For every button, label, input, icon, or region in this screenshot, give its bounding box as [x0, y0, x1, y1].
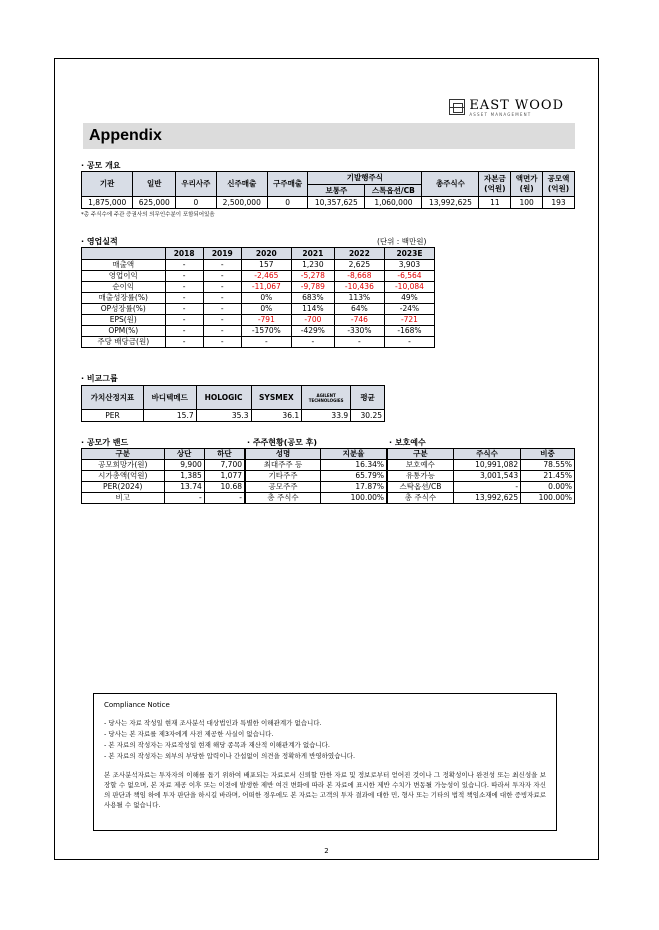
table-cell: -: [203, 271, 241, 282]
row-label: OP성장률(%): [82, 304, 166, 315]
table-cell: -: [203, 337, 241, 348]
table-cell: 15.7: [143, 410, 196, 422]
table-cell: -10,436: [334, 282, 384, 293]
ipo-header: 기관: [82, 172, 133, 197]
table-row: [82, 460, 245, 471]
compliance-paragraph: 본 조사분석자료는 투자자의 이해를 돕기 위하여 배포되는 자료로서 신뢰할 만한 자료 및 정보로부터 얻어진 것이나 그 정확성이나 완전성 또는 최신성을 보장할 수 없으며, 본 자료 제공 이후 또는 이전에 발생한 제반 여건 변화에 따라 본 자료에 표시한 제반 수치가 변동될 가능성이 있습니다. 따라서 투자자 자신의 판단과 책임 하에 투자 판단을 하시길 바라며, 어떠한 경우에도 본 자료는 고객의 투자 결과에 대한 민, 형사 또는 기타의 법적 책임소재에 대한 증빙자료로 사용될 수 없습니다.: [104, 771, 546, 809]
table-cell: 100: [511, 197, 543, 209]
table-cell: 스탁옵션/CB: [388, 482, 454, 493]
table-cell: 2,500,000: [216, 197, 267, 209]
table-cell: -1570%: [241, 326, 291, 337]
ipo-header: 구주매출: [267, 172, 307, 197]
row-label: EPS(원): [82, 315, 166, 326]
table-row: [82, 197, 575, 209]
table-cell: -: [203, 282, 241, 293]
table-cell: -: [203, 304, 241, 315]
table-cell: 193: [543, 197, 575, 209]
table-cell: -: [165, 304, 203, 315]
ipo-table: [81, 171, 575, 209]
row-label: 매출액: [82, 260, 166, 271]
table-cell: -: [165, 282, 203, 293]
table-cell: -700: [291, 315, 334, 326]
table-cell: -10,084: [384, 282, 434, 293]
table-cell: -: [165, 337, 203, 348]
table-cell: PER(2024): [82, 482, 165, 493]
perf-header: 2018: [165, 248, 203, 260]
table-cell: -: [203, 260, 241, 271]
row-label: OPM(%): [82, 326, 166, 337]
table-row: [246, 471, 387, 482]
price-band-table: [81, 448, 245, 504]
table-header: 성명: [246, 449, 321, 460]
table-header: 주식수: [453, 449, 520, 460]
table-cell: 114%: [291, 304, 334, 315]
table-cell: 기타주주: [246, 471, 321, 482]
table-header: 지분율: [321, 449, 387, 460]
table-row: [82, 260, 435, 271]
table-cell: -: [453, 482, 520, 493]
table-cell: -: [165, 293, 203, 304]
table-cell: 625,000: [133, 197, 176, 209]
ipo-header: 보통주: [308, 185, 365, 197]
table-cell: 113%: [334, 293, 384, 304]
ipo-heading: · 공모 개요: [81, 161, 121, 170]
peer-header: SYSMEX: [251, 386, 302, 410]
logo-mark-icon: [449, 99, 465, 115]
compliance-title: Compliance Notice: [104, 701, 170, 709]
table-cell: -8,668: [334, 271, 384, 282]
table-cell: 100.00%: [321, 493, 387, 504]
perf-header: 2023E: [384, 248, 434, 260]
band-heading: · 공모가 밴드: [81, 438, 129, 447]
table-cell: 13.74: [164, 482, 204, 493]
table-cell: -: [204, 493, 244, 504]
table-cell: 36.1: [251, 410, 302, 422]
table-cell: 시가총액(억원): [82, 471, 165, 482]
table-cell: -2,465: [241, 271, 291, 282]
table-cell: 0%: [241, 293, 291, 304]
report-page: [54, 58, 599, 860]
table-cell: 33.9: [302, 410, 351, 422]
perf-header: 2022: [334, 248, 384, 260]
ipo-header: [543, 172, 575, 197]
table-cell: 683%: [291, 293, 334, 304]
table-row: [82, 482, 245, 493]
ipo-header: [479, 172, 511, 197]
peer-header: AGILENT TECHNOLOGIES: [302, 386, 351, 410]
ipo-header-line: (원): [519, 184, 534, 193]
perf-heading: · 영업실적: [81, 237, 118, 246]
table-cell: 13,992,625: [453, 493, 520, 504]
table-cell: -746: [334, 315, 384, 326]
table-row: [82, 282, 435, 293]
table-cell: 비고: [82, 493, 165, 504]
perf-header: 2021: [291, 248, 334, 260]
table-cell: -330%: [334, 326, 384, 337]
table-row: [82, 337, 435, 348]
ipo-header: 기발행주식: [308, 172, 422, 185]
row-label: 주당 배당금(원): [82, 337, 166, 348]
table-cell: 총 주식수: [246, 493, 321, 504]
table-cell: -: [165, 271, 203, 282]
peer-heading: · 비교그룹: [81, 374, 118, 383]
table-row: [388, 471, 575, 482]
table-row: [82, 271, 435, 282]
table-row: [82, 315, 435, 326]
peer-header: HOLOGIC: [196, 386, 251, 410]
table-cell: -: [165, 315, 203, 326]
table-cell: 공모희망가(원): [82, 460, 165, 471]
ipo-header: 우리사주: [176, 172, 216, 197]
page-title: Appendix: [89, 127, 162, 144]
ipo-header-line: (억원): [547, 184, 570, 193]
table-cell: 공모주주: [246, 482, 321, 493]
table-cell: 1,077: [204, 471, 244, 482]
peer-header: 가치산정지표: [82, 386, 144, 410]
table-cell: -: [203, 293, 241, 304]
row-label: 영업이익: [82, 271, 166, 282]
table-cell: 3,001,543: [453, 471, 520, 482]
compliance-item: - 당사는 본 자료를 제3자에게 사전 제공한 사실이 없습니다.: [104, 730, 274, 738]
ipo-header: 총주식수: [422, 172, 479, 197]
table-cell: 10,357,625: [308, 197, 365, 209]
table-cell: 78.55%: [521, 460, 575, 471]
compliance-notice: [93, 693, 557, 831]
table-row: [388, 460, 575, 471]
table-cell: 16.34%: [321, 460, 387, 471]
peer-table: [81, 385, 385, 422]
logo-sub: ASSET MANAGEMENT: [469, 112, 532, 117]
table-cell: 21.45%: [521, 471, 575, 482]
lockup-table: [387, 448, 575, 504]
ipo-header-line: 자본금: [483, 174, 506, 183]
table-header: 구분: [388, 449, 454, 460]
table-cell: 13,992,625: [422, 197, 479, 209]
perf-unit: (단위 : 백만원): [377, 237, 427, 246]
performance-table: [81, 247, 435, 348]
ipo-header: 스톡옵션/CB: [365, 185, 422, 197]
ipo-header: 신주매출: [216, 172, 267, 197]
table-row: [246, 482, 387, 493]
table-cell: -: [165, 326, 203, 337]
peer-header: 바디텍메드: [143, 386, 196, 410]
table-cell: -: [203, 315, 241, 326]
table-cell: 0.00%: [521, 482, 575, 493]
table-row: [82, 493, 245, 504]
row-label: 순이익: [82, 282, 166, 293]
table-cell: -721: [384, 315, 434, 326]
table-cell: -791: [241, 315, 291, 326]
compliance-item: - 본 자료의 작성자는 외부의 부당한 압력이나 간섭없이 의견을 정확하게 반영하였습니다.: [104, 752, 356, 760]
table-cell: -11,067: [241, 282, 291, 293]
perf-header: 2019: [203, 248, 241, 260]
ipo-header: [511, 172, 543, 197]
table-cell: 총 주식수: [388, 493, 454, 504]
table-cell: PER: [82, 410, 144, 422]
table-cell: 0%: [241, 304, 291, 315]
table-cell: -: [291, 337, 334, 348]
perf-header: 2020: [241, 248, 291, 260]
table-header: 상단: [164, 449, 204, 460]
table-cell: -: [203, 326, 241, 337]
table-cell: -5,278: [291, 271, 334, 282]
compliance-item: - 본 자료의 작성자는 자료작성일 현재 해당 종목과 재산적 이해관계가 없습니다.: [104, 741, 331, 749]
shareholders-table: [245, 448, 387, 504]
table-cell: 7,700: [204, 460, 244, 471]
peer-header: 평균: [351, 386, 385, 410]
table-cell: 유통가능: [388, 471, 454, 482]
table-cell: 최대주주 등: [246, 460, 321, 471]
table-cell: 보호예수: [388, 460, 454, 471]
table-cell: -: [384, 337, 434, 348]
table-cell: -: [165, 260, 203, 271]
table-cell: -: [334, 337, 384, 348]
table-cell: 65.79%: [321, 471, 387, 482]
perf-header: [82, 248, 166, 260]
table-cell: 3,903: [384, 260, 434, 271]
holders-heading: · 주주현황(공모 후): [247, 438, 318, 447]
ipo-header-line: 액면가: [515, 174, 538, 183]
table-row: [82, 293, 435, 304]
table-cell: 64%: [334, 304, 384, 315]
ipo-note: *총 주식수에 주관 증권사의 의무인수분이 포함되어있음: [81, 212, 215, 218]
page-number: 2: [324, 847, 329, 855]
table-cell: 157: [241, 260, 291, 271]
table-row: [82, 304, 435, 315]
header-row: [246, 449, 387, 460]
table-row: [388, 493, 575, 504]
table-cell: 10.68: [204, 482, 244, 493]
table-row: [82, 471, 245, 482]
table-header: 구분: [82, 449, 165, 460]
table-cell: 1,060,000: [365, 197, 422, 209]
ipo-header-line: (억원): [484, 184, 506, 193]
table-cell: -429%: [291, 326, 334, 337]
lockup-heading: · 보호예수: [389, 438, 426, 447]
table-cell: -: [164, 493, 204, 504]
table-cell: 35.3: [196, 410, 251, 422]
table-cell: -6,564: [384, 271, 434, 282]
row-label: 매출성장률(%): [82, 293, 166, 304]
table-cell: 9,900: [164, 460, 204, 471]
table-header: 하단: [204, 449, 244, 460]
company-logo: [449, 99, 564, 118]
table-cell: 17.87%: [321, 482, 387, 493]
compliance-item: - 당사는 자료 작성일 현재 조사분석 대상법인과 특별한 이해관계가 없습니다.: [104, 719, 322, 727]
table-cell: -168%: [384, 326, 434, 337]
table-row: [82, 326, 435, 337]
header-row: [388, 449, 575, 460]
ipo-header: 일반: [133, 172, 176, 197]
table-cell: -9,789: [291, 282, 334, 293]
ipo-header-line: 공모액: [547, 174, 570, 183]
table-cell: -: [241, 337, 291, 348]
table-cell: 10,991,082: [453, 460, 520, 471]
header-row: [82, 449, 245, 460]
table-cell: 0: [267, 197, 307, 209]
table-cell: 0: [176, 197, 216, 209]
table-header: 비중: [521, 449, 575, 460]
table-cell: 1,385: [164, 471, 204, 482]
logo-name: EAST WOOD: [469, 98, 564, 113]
table-row: [246, 460, 387, 471]
table-cell: -24%: [384, 304, 434, 315]
table-cell: 1,230: [291, 260, 334, 271]
table-row: [388, 482, 575, 493]
table-row: [82, 410, 385, 422]
table-cell: 100.00%: [521, 493, 575, 504]
table-row: [246, 493, 387, 504]
header-row: [82, 248, 435, 260]
table-cell: 2,625: [334, 260, 384, 271]
title-band: [83, 123, 575, 149]
table-cell: 30.25: [351, 410, 385, 422]
table-cell: 1,875,000: [82, 197, 133, 209]
table-cell: 49%: [384, 293, 434, 304]
table-cell: 11: [479, 197, 511, 209]
